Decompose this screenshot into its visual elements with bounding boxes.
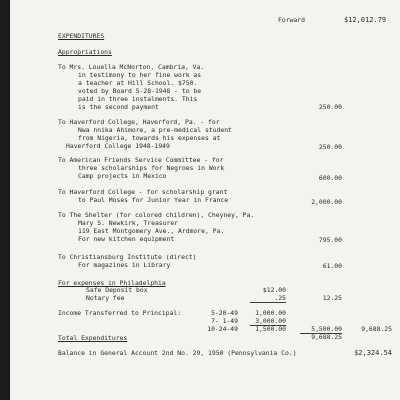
expense-label: Safe Deposit box	[86, 286, 148, 294]
transfers-label: Income Transferred to Principal:	[58, 309, 182, 317]
philadelphia-total: 12.25	[322, 294, 342, 302]
entry-amount: 250.00	[318, 103, 342, 111]
transfers-subtotal: 5,500.00	[311, 325, 342, 333]
subtotal-rule	[250, 302, 286, 303]
forward-label: Forward	[278, 16, 305, 24]
entry-line: To Haverford College, Haverford, Pa. - for	[58, 118, 220, 126]
entry-line: a teacher at Hill School. $750.	[78, 79, 198, 87]
entry-amount: 600.00	[318, 174, 342, 182]
transfer-date: 7- 1-49	[211, 317, 238, 325]
ledger-page	[10, 0, 400, 400]
entry-line: Mary S. Newkirk, Treasurer	[78, 219, 179, 227]
entry-line: voted by Board 5-28-1948 - to be	[78, 87, 202, 95]
transfer-date: 5-20-49	[211, 309, 238, 317]
entry-line: Camp projects in Mexico	[78, 172, 167, 180]
entry-amount: 2,000.00	[311, 198, 342, 206]
transfer-amount: 1,000.00	[255, 309, 286, 317]
expense-amount: .25	[274, 294, 286, 302]
subsection-title: Appropriations	[58, 48, 112, 56]
entry-line: from Nigeria, towards his expenses at	[78, 134, 221, 142]
entry-amount: 250.00	[318, 143, 342, 151]
subtotal-rule	[250, 325, 286, 326]
entry-line: Nwa nnika Ahimore, a pre-medical student	[78, 126, 232, 134]
entry-line: For new kitchen equipment	[78, 235, 175, 243]
entry-line: To Haverford College - for scholarship grant	[58, 188, 228, 196]
entry-line: 119 East Montgomery Ave., Ardmore, Pa.	[78, 227, 225, 235]
entry-line: To American Friends Service Committee - for	[58, 156, 224, 164]
balance-label: Balance in General Account 2nd No. 29, 1950 (Pennsylvania Co.)	[58, 349, 297, 357]
transfer-date: 10-24-49	[207, 325, 238, 333]
binding-shadow	[0, 0, 10, 400]
entry-line: is the second payment	[78, 103, 159, 111]
expense-amount: $12.00	[262, 286, 286, 294]
entry-line: To The Shelter (for colored children), Cheyney, Pa.	[58, 211, 255, 219]
entry-line: For magazines in Library	[78, 261, 171, 269]
entry-line: To Mrs. Louella McNorton, Cambria, Va.	[58, 63, 205, 71]
entry-line: in testimony to her fine work as	[78, 71, 202, 79]
philadelphia-title: For expenses in Philadelphia	[58, 279, 166, 287]
expense-label: Notary fee	[86, 294, 125, 302]
total-expenditures-amount: 9,688.25	[311, 333, 342, 341]
transfer-amount: 3,000.00	[255, 317, 286, 325]
forward-amount: $12,012.79	[344, 16, 387, 24]
entry-line: three scholarships for Negroes in Work	[78, 164, 225, 172]
transfer-amount: 1,500.00	[255, 325, 286, 333]
section-title: EXPENDITURES	[58, 32, 105, 40]
entry-line: paid in three instalments. This	[78, 95, 198, 103]
entry-line: to Paul Moses for Junior Year in France	[78, 196, 229, 204]
entry-amount: 61.00	[322, 262, 342, 270]
entry-line: To Christiansburg Institute (direct)	[58, 253, 197, 261]
entry-line: Haverford College 1948-1949	[66, 142, 170, 150]
balance-amount: $2,324.54	[354, 349, 392, 357]
entry-amount: 795.00	[318, 236, 342, 244]
grand-column-amount: 9,688.25	[361, 325, 392, 333]
total-expenditures-label: Total Expenditures	[58, 334, 128, 342]
